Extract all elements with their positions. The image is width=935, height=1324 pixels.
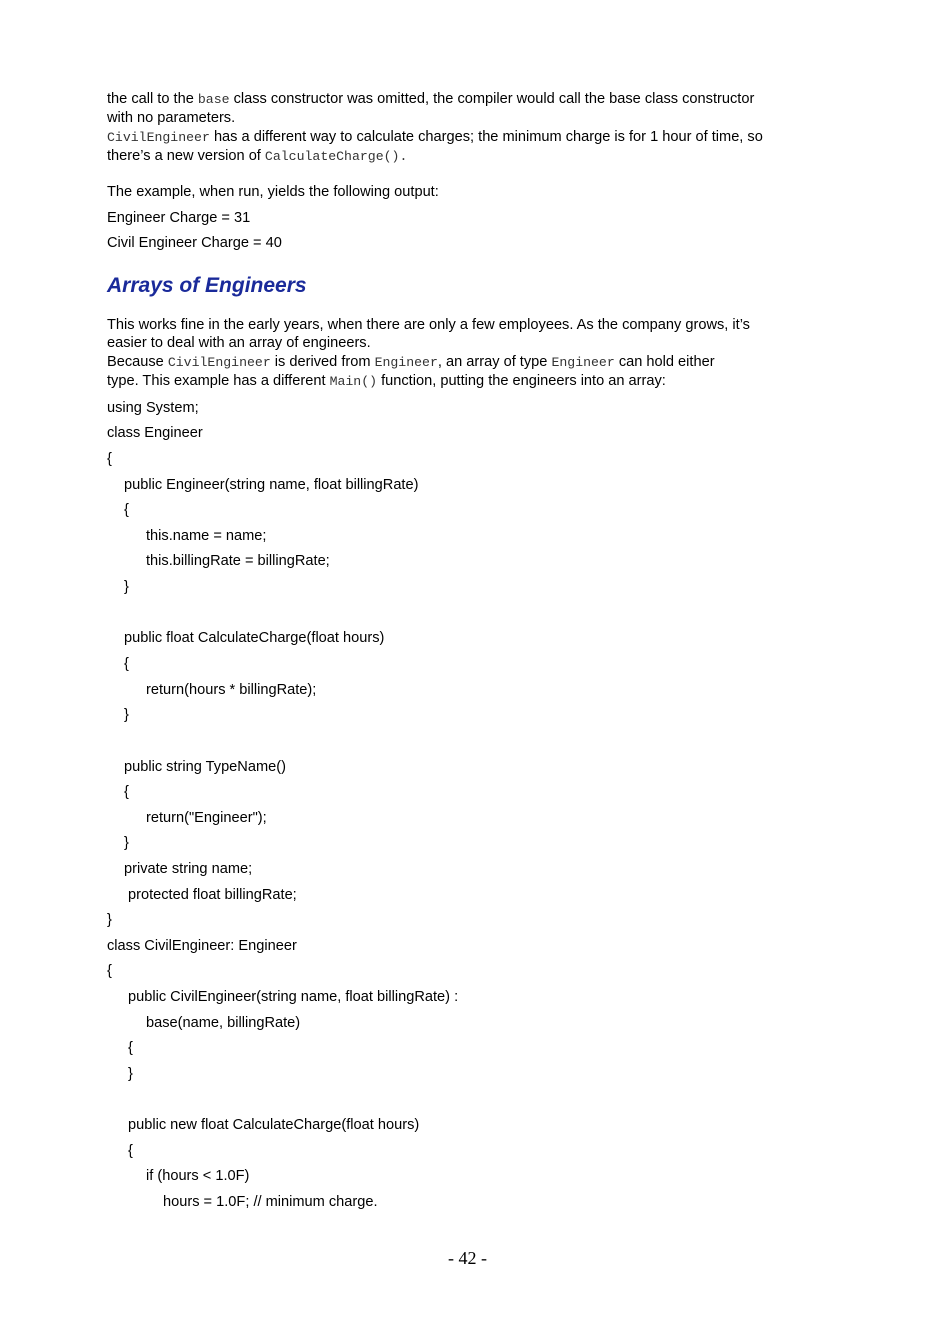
code-line: public new float CalculateCharge(float hours) (128, 1117, 420, 1133)
code-line: private string name; (124, 861, 253, 877)
section-paragraph-line-2: easier to deal with an array of engineers. (107, 335, 371, 351)
code-line: } (124, 579, 129, 595)
code-line: } (128, 1066, 133, 1082)
code-line: { (128, 1040, 133, 1056)
code-line: public CivilEngineer(string name, float billingRate) : (128, 989, 459, 1005)
section-heading: Arrays of Engineers (107, 274, 307, 297)
code-line: } (124, 835, 129, 851)
code-line: if (hours < 1.0F) (146, 1168, 250, 1184)
page-number: - 42 - (448, 1248, 487, 1268)
inline-code: Main() (329, 374, 378, 389)
code-line: class Engineer (107, 425, 203, 441)
output-intro: The example, when run, yields the following output: (107, 184, 439, 200)
code-line: { (124, 784, 129, 800)
code-line: this.name = name; (146, 528, 267, 544)
inline-code: CivilEngineer (167, 355, 271, 370)
inline-code: CalculateCharge(). (264, 149, 408, 164)
code-line: { (107, 451, 112, 467)
code-line: { (128, 1143, 133, 1159)
code-line: { (124, 656, 129, 672)
code-line: public Engineer(string name, float billingRate) (124, 477, 419, 493)
code-line: return(hours * billingRate); (146, 682, 317, 698)
section-paragraph-line-4: type. This example has a different Main() function, putting the engineers into an array: (107, 373, 666, 389)
inline-code: Engineer (374, 355, 438, 370)
code-line: { (124, 502, 129, 518)
code-line: public string TypeName() (124, 759, 286, 775)
code-line: return("Engineer"); (146, 810, 267, 826)
code-line: using System; (107, 400, 199, 416)
inline-code: base (197, 92, 230, 107)
section-paragraph-line-1: This works fine in the early years, when there are only a few employees. As the company grows, it’s (107, 317, 750, 333)
code-line: base(name, billingRate) (146, 1015, 301, 1031)
intro-line-2: with no parameters. (107, 110, 236, 126)
intro-line-3: CivilEngineer has a different way to calculate charges; the minimum charge is for 1 hour of time, so (107, 129, 763, 145)
intro-line-4: there’s a new version of CalculateCharge(). (107, 148, 408, 164)
code-line: { (107, 963, 112, 979)
code-line: } (124, 707, 129, 723)
code-line: class CivilEngineer: Engineer (107, 938, 297, 954)
inline-code: CivilEngineer (107, 130, 210, 145)
output-line-1: Engineer Charge = 31 (107, 210, 251, 226)
code-line: this.billingRate = billingRate; (146, 553, 330, 569)
code-line: protected float billingRate; (128, 887, 297, 903)
code-line: public float CalculateCharge(float hours) (124, 630, 385, 646)
section-paragraph-line-3: Because CivilEngineer is derived from Engineer, an array of type Engineer can hold either (107, 354, 715, 370)
code-line: } (107, 912, 112, 928)
inline-code: Engineer (551, 355, 615, 370)
output-line-2: Civil Engineer Charge = 40 (107, 235, 282, 251)
intro-line-1: the call to the base class constructor was omitted, the compiler would call the base class constructor (107, 91, 755, 107)
code-line: hours = 1.0F; // minimum charge. (163, 1194, 378, 1210)
